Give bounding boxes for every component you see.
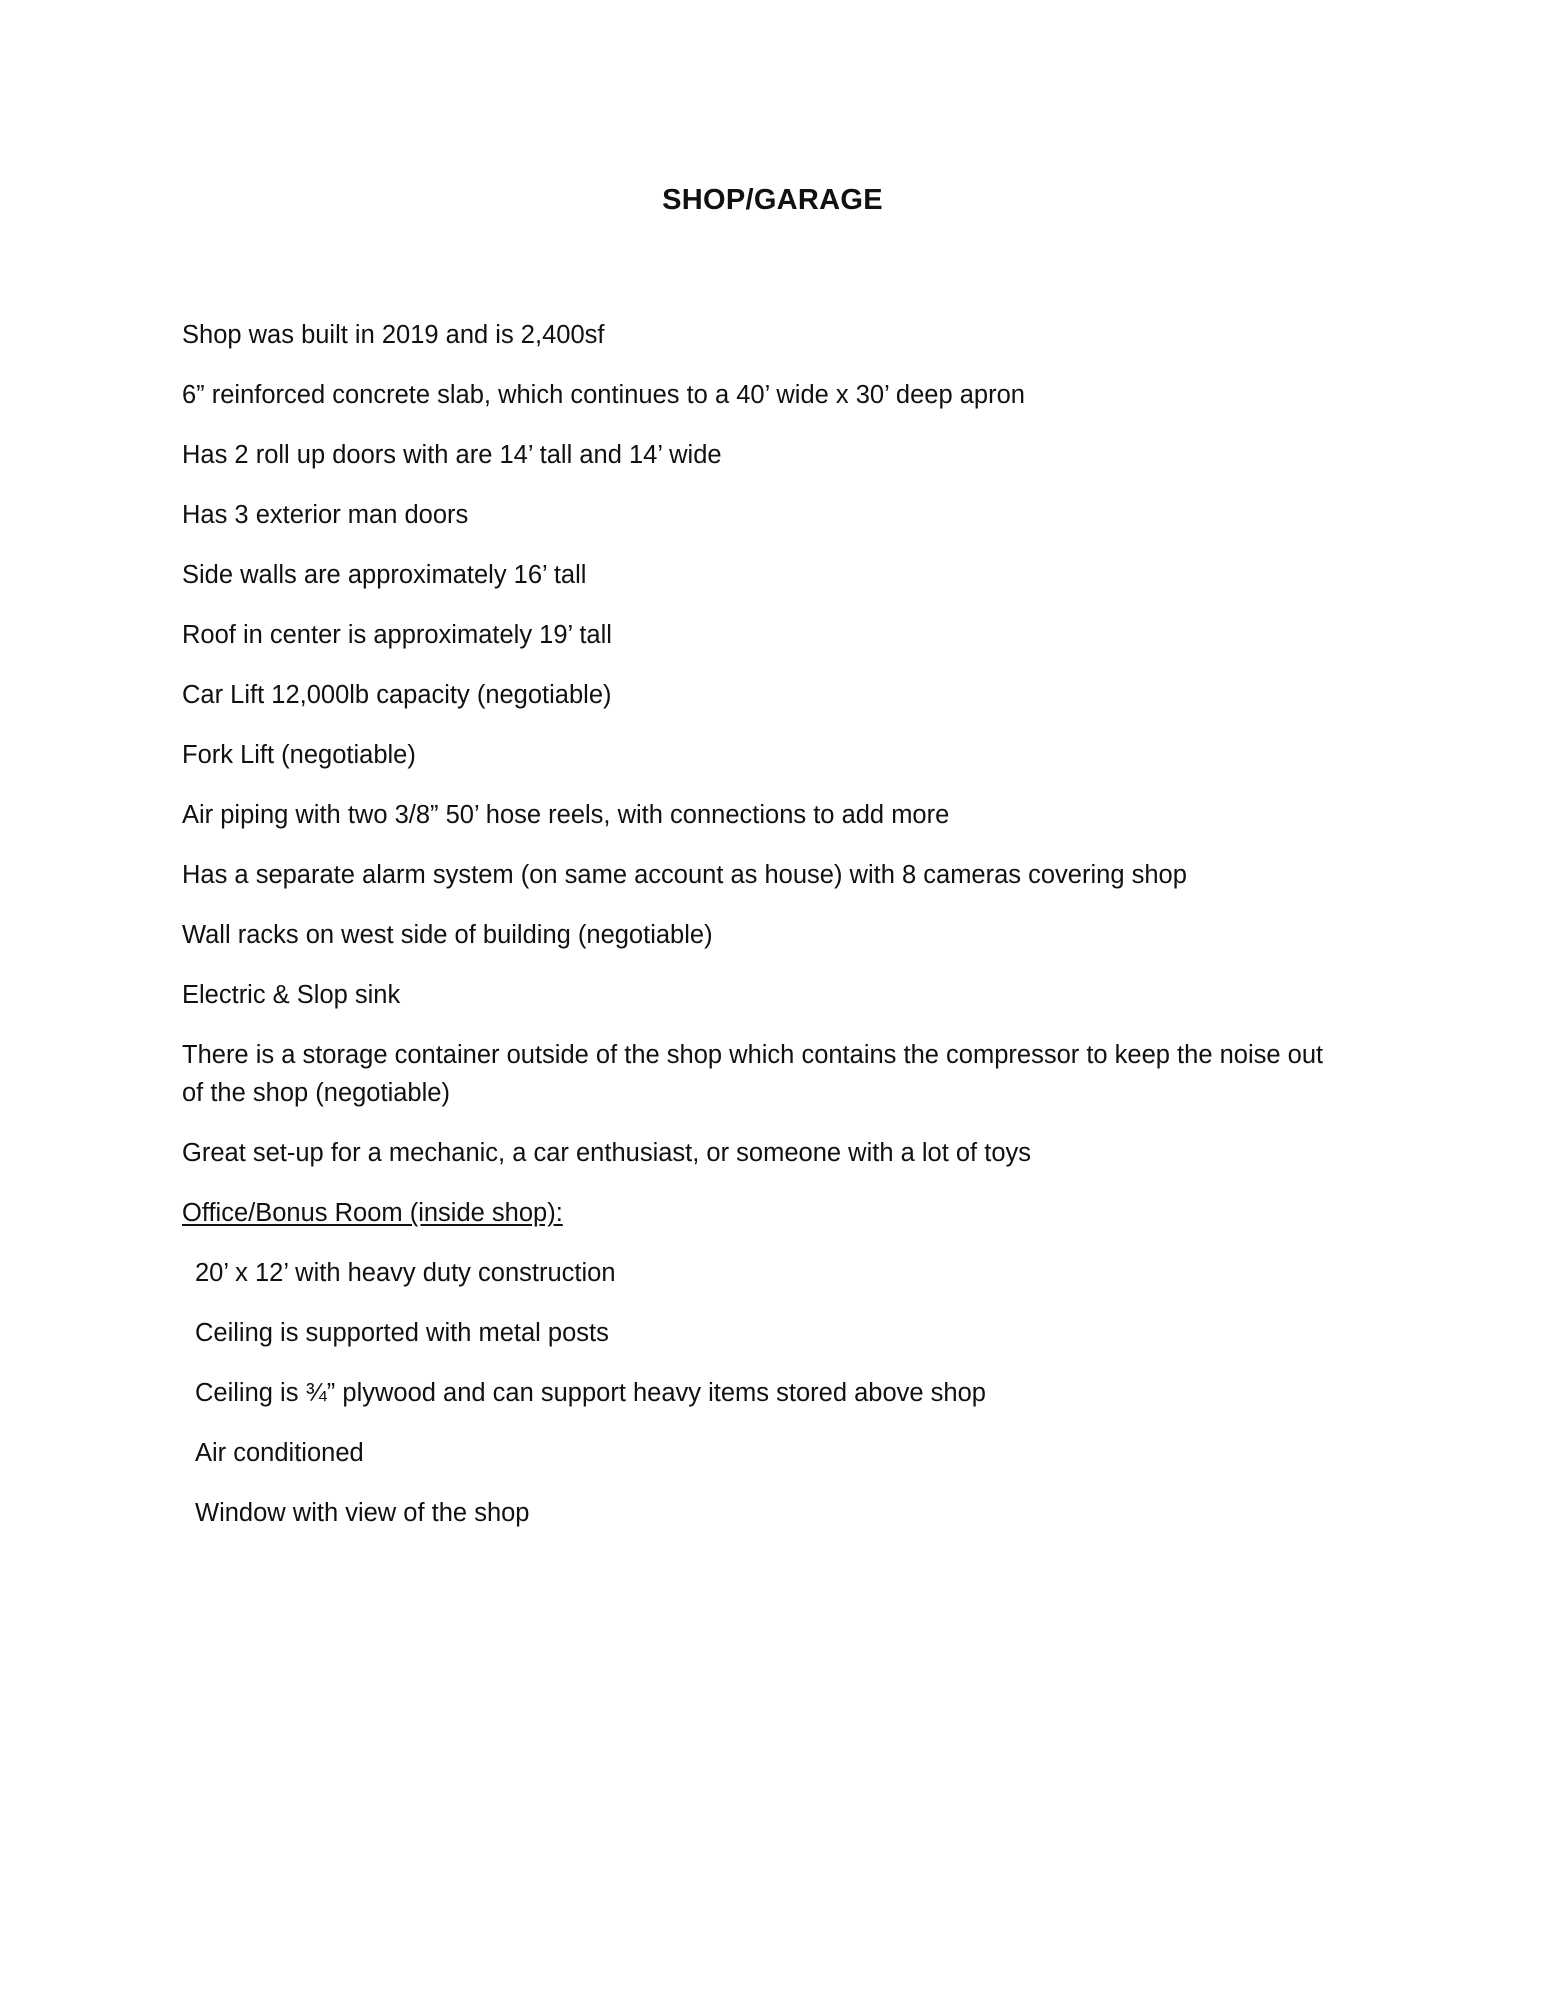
office-list-item: 20’ x 12’ with heavy duty construction	[195, 1259, 616, 1287]
office-list-item: Window with view of the shop	[195, 1499, 530, 1527]
list-item: Air piping with two 3/8” 50’ hose reels, with connections to add more	[182, 801, 950, 829]
list-item: Great set-up for a mechanic, a car enthusiast, or someone with a lot of toys	[182, 1139, 1031, 1167]
list-item: There is a storage container outside of the shop which contains the compressor to keep the noise out of the shop (negotiable)	[182, 1041, 1324, 1107]
feature-list	[182, 316, 1332, 1554]
page-title: SHOP/GARAGE	[662, 184, 883, 216]
list-item: Fork Lift (negotiable)	[182, 741, 416, 769]
list-item: Roof in center is approximately 19’ tall	[182, 621, 612, 649]
list-item: Wall racks on west side of building (negotiable)	[182, 921, 713, 949]
list-item: Has 3 exterior man doors	[182, 501, 469, 529]
office-section-heading: Office/Bonus Room (inside shop):	[182, 1199, 563, 1227]
list-item: Has 2 roll up doors with are 14’ tall and 14’ wide	[182, 441, 722, 469]
list-item: 6” reinforced concrete slab, which continues to a 40’ wide x 30’ deep apron	[182, 381, 1025, 409]
list-item: Has a separate alarm system (on same account as house) with 8 cameras covering shop	[182, 861, 1187, 889]
list-item: Car Lift 12,000lb capacity (negotiable)	[182, 681, 612, 709]
list-item: Electric & Slop sink	[182, 981, 401, 1009]
office-list-item: Ceiling is supported with metal posts	[195, 1319, 609, 1347]
office-list-item: Ceiling is ¾” plywood and can support heavy items stored above shop	[195, 1379, 986, 1407]
office-list-item: Air conditioned	[195, 1439, 364, 1467]
list-item: Side walls are approximately 16’ tall	[182, 561, 587, 589]
list-item: Shop was built in 2019 and is 2,400sf	[182, 321, 605, 349]
